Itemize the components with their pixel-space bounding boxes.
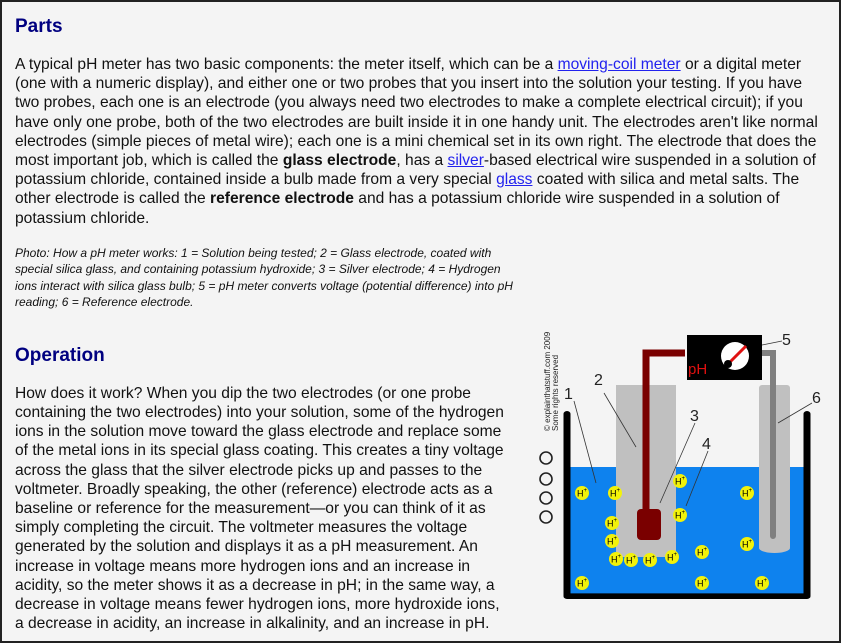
svg-text:+: + xyxy=(632,554,637,561)
svg-text:+: + xyxy=(703,546,708,553)
svg-text:+: + xyxy=(763,577,768,584)
svg-text:+: + xyxy=(583,487,588,494)
article xyxy=(15,10,830,633)
svg-text:H: H xyxy=(607,518,614,529)
svg-text:+: + xyxy=(583,577,588,584)
photo-caption: Photo: How a pH meter works: 1 = Solution being tested; 2 = Glass electrode, coated with special silica glass, and containing potassium hydroxide; 3 = Silver electrode; 4 = Hydrogen ions interact with silica glass bulb; 5 = pH meter converts voltage (potential difference) into pH reading; 6 = Reference electrode. xyxy=(15,245,513,310)
svg-text:H: H xyxy=(626,555,633,566)
svg-text:H: H xyxy=(610,488,617,499)
hydrogen-ion xyxy=(575,486,589,500)
parts-heading: Parts xyxy=(15,16,63,37)
hydrogen-ion xyxy=(740,486,754,500)
svg-text:+: + xyxy=(613,517,618,524)
svg-text:+: + xyxy=(748,538,753,545)
svg-text:+: + xyxy=(673,551,678,558)
svg-text:+: + xyxy=(703,577,708,584)
parts-paragraph xyxy=(15,55,830,228)
callout-label-3: 3 xyxy=(690,407,699,425)
callout-label-4: 4 xyxy=(702,435,711,453)
hydrogen-ion xyxy=(624,553,638,567)
svg-text:H: H xyxy=(611,554,618,565)
svg-text:H: H xyxy=(667,552,674,563)
credit-line: Some rights reserved xyxy=(551,354,560,431)
hydrogen-ion xyxy=(673,508,687,522)
hydrogen-ion xyxy=(605,516,619,530)
reference-electrode-term: reference electrode xyxy=(210,190,354,208)
svg-text:H: H xyxy=(742,488,749,499)
hydrogen-ion xyxy=(695,545,709,559)
svg-text:H: H xyxy=(577,488,584,499)
svg-text:+: + xyxy=(651,554,656,561)
svg-text:H: H xyxy=(742,539,749,550)
svg-text:H: H xyxy=(607,536,614,547)
text: -based electrical wire suspended in a solution of potassium chloride, contained inside a bulb made from a very special xyxy=(15,152,816,189)
svg-text:H: H xyxy=(757,578,764,589)
credit-line: © explainthatstuff.com 2009 xyxy=(543,331,552,431)
callout-label-5: 5 xyxy=(782,331,791,349)
svg-text:H: H xyxy=(697,547,704,558)
svg-text:H: H xyxy=(675,476,682,487)
hydrogen-ion xyxy=(643,553,657,567)
callout-label-6: 6 xyxy=(812,389,821,407)
hydrogen-ion xyxy=(665,550,679,564)
svg-text:H: H xyxy=(577,578,584,589)
cc-license-icons xyxy=(540,452,552,523)
callout-label-2: 2 xyxy=(594,371,603,389)
svg-text:+: + xyxy=(748,487,753,494)
glass-electrode-term: glass electrode xyxy=(282,152,397,170)
hydrogen-ion xyxy=(755,576,769,590)
moving-coil-meter-link[interactable]: moving-coil meter xyxy=(557,56,681,73)
text: A typical pH meter has two basic components: the meter itself, which can be a xyxy=(15,56,558,73)
glass-link[interactable]: glass xyxy=(496,171,533,189)
hydrogen-ion xyxy=(695,576,709,590)
hydrogen-ion xyxy=(608,486,622,500)
hydrogen-ion xyxy=(740,537,754,551)
hydrogen-ion xyxy=(605,534,619,548)
silver-link[interactable]: silver xyxy=(447,152,484,170)
svg-text:H: H xyxy=(645,555,652,566)
silver-electrode-bulb xyxy=(637,509,661,540)
ph-meter-illustration xyxy=(520,323,840,615)
hydrogen-ion xyxy=(575,576,589,590)
svg-text:+: + xyxy=(616,487,621,494)
svg-text:+: + xyxy=(681,475,686,482)
text: coated with silica and metal salts. The other electrode is called the xyxy=(15,171,800,208)
callout-label-1: 1 xyxy=(564,385,573,403)
hydrogen-ion xyxy=(673,474,687,488)
operation-heading: Operation xyxy=(15,344,105,366)
svg-text:H: H xyxy=(675,510,682,521)
text: or a digital meter (one with a numeric display), and either one or two probes that you insert into the solution your testing. If you have two probes, each one is an electrode (you always need two electrodes to make a complete electrical circuit); if you have only one probe, both of the two electrodes are built inside it in one handy unit. The electrodes aren't like normal electrodes (simple pieces of metal wire); each one is a mini chemical set in its own right. The electrode that does the most important job, which is called the xyxy=(15,56,818,170)
svg-text:+: + xyxy=(681,509,686,516)
text: and has a potassium chloride wire suspended in a solution of potassium chloride. xyxy=(15,190,780,227)
svg-text:+: + xyxy=(617,553,622,560)
text: , has a xyxy=(396,152,448,170)
ph-meter-diagram xyxy=(520,323,840,615)
operation-paragraph: How does it work? When you dip the two electrodes (or one probe containing the two electrodes) into your solution, some of the hydrogen ions in the solution move toward the glass electrode and replace some of the metal ions in its special glass coating. This creates a tiny voltage across the glass that the silver electrode picks up and passes to the voltmeter. Broadly speaking, the other (reference) electrode acts as a baseline or reference for the measurement—or you can think of it as simply completing the circuit. The voltmeter measures the voltage generated by the solution and displays it as a pH measurement. An increase in voltage means more hydrogen ions and an increase in acidity, so the meter shows it as a decrease in pH; in the same way, a decrease in voltage means fewer hydrogen ions, more hydroxide ions, a decrease in acidity, an increase in alkalinity, and an increase in pH. xyxy=(15,384,504,633)
meter-ph-label: pH xyxy=(688,360,708,378)
svg-text:+: + xyxy=(613,535,618,542)
svg-text:H: H xyxy=(697,578,704,589)
hydrogen-ion xyxy=(609,552,623,566)
